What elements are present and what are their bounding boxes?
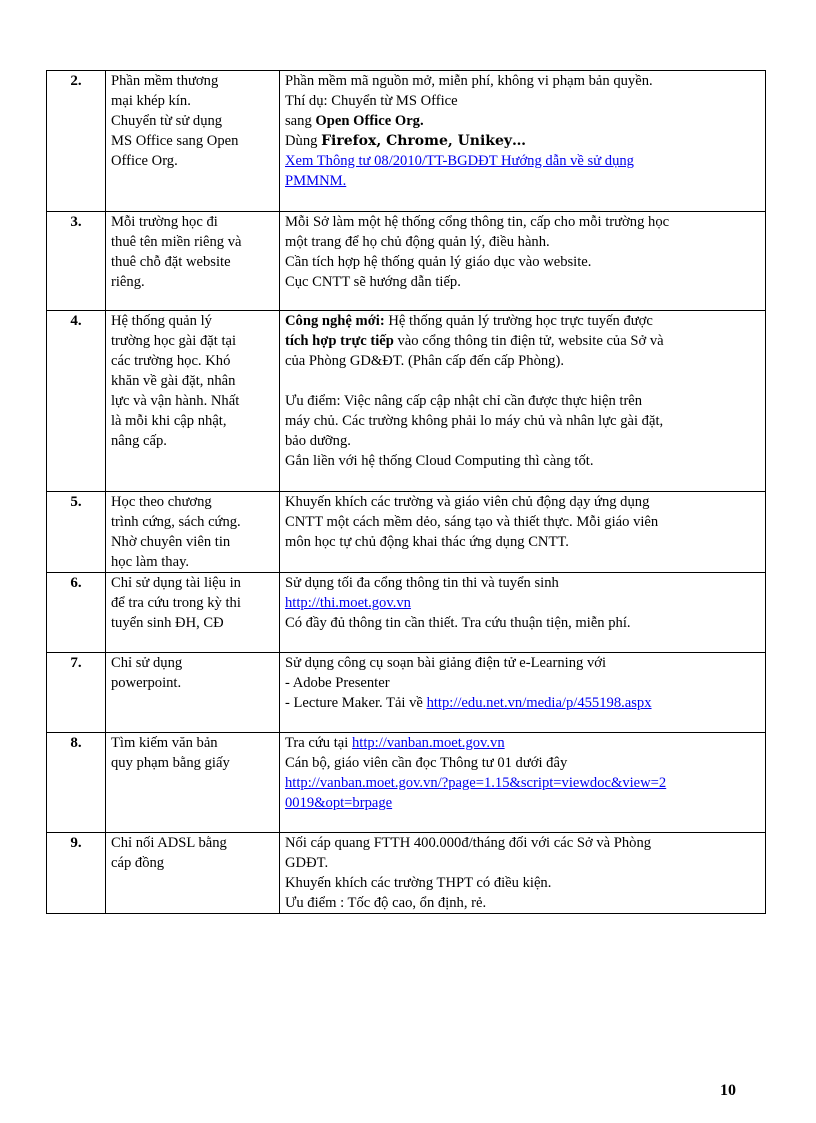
solution-line	[285, 111, 760, 131]
row-number: 2.	[47, 71, 106, 212]
table-row	[47, 733, 766, 833]
solution-line: một trang để họ chủ động quản lý, điều hành.	[285, 234, 550, 250]
solution-emphasis: Open Office Org.	[315, 113, 424, 129]
solution-line: Sử dụng công cụ soạn bài giảng điện tử e-Learning với	[285, 655, 607, 671]
solution-emphasis: tích hợp trực tiếp	[285, 333, 394, 349]
solution-cell	[280, 311, 766, 492]
solution-line: Có đầy đủ thông tin cần thiết. Tra cứu thuận tiện, miễn phí.	[285, 615, 631, 631]
solution-line: Gắn liền với hệ thống Cloud Computing thì càng tốt.	[285, 453, 594, 469]
solution-line: Cục CNTT sẽ hướng dẫn tiếp.	[285, 274, 461, 290]
issue-cell	[106, 833, 280, 914]
issue-cell	[106, 492, 280, 573]
solution-emphasis: Công nghệ mới:	[285, 313, 385, 329]
solution-text: sang	[285, 113, 316, 129]
issue-line: MS Office sang Open	[111, 133, 239, 149]
solution-line: của Phòng GD&ĐT. (Phân cấp đến cấp Phòng).	[285, 353, 564, 369]
table-row	[47, 653, 766, 733]
solution-line	[285, 693, 760, 713]
solutions-table	[46, 70, 766, 914]
issue-line: để tra cứu trong kỳ thi	[111, 595, 241, 611]
issue-cell	[106, 573, 280, 653]
table-row	[47, 573, 766, 653]
solution-line: máy chủ. Các trường không phải lo máy chủ và nhân lực gài đặt,	[285, 413, 664, 429]
solution-emphasis: Firefox, Chrome, Unikey…	[321, 133, 527, 149]
thi-moet-link[interactable]: http://thi.moet.gov.vn	[285, 595, 411, 611]
solution-line: Ưu điểm : Tốc độ cao, ổn định, rẻ.	[285, 895, 487, 911]
solution-cell	[280, 492, 766, 573]
row-number: 4.	[47, 311, 106, 492]
solution-line: Khuyến khích các trường THPT có điều kiện.	[285, 875, 552, 891]
issue-line: Tìm kiếm văn bản	[111, 735, 218, 751]
solution-text: Hệ thống quản lý trường học trực tuyến được	[384, 313, 653, 329]
issue-line: riêng.	[111, 274, 145, 290]
solution-line: Thí dụ: Chuyển từ MS Office	[285, 93, 458, 109]
solution-line: CNTT một cách mềm dẻo, sáng tạo và thiết thực. Mỗi giáo viên	[285, 514, 659, 530]
blank-line	[285, 371, 760, 391]
page-number: 10	[720, 1082, 736, 1099]
issue-line: cáp đồng	[111, 855, 165, 871]
issue-line: Hệ thống quản lý	[111, 313, 212, 329]
vanban-moet-link[interactable]: http://vanban.moet.gov.vn	[351, 735, 505, 751]
issue-line: lực và vận hành. Nhất	[111, 393, 240, 409]
row-number: 6.	[47, 573, 106, 653]
issue-line: học làm thay.	[111, 554, 190, 570]
solution-text: Tra cứu tại	[285, 735, 352, 751]
issue-line: là mỗi khi cập nhật,	[111, 413, 227, 429]
issue-line: Chuyển từ sử dụng	[111, 113, 223, 129]
solution-cell	[280, 653, 766, 733]
table-row	[47, 492, 766, 573]
row-number: 7.	[47, 653, 106, 733]
issue-line: thuê tên miền riêng và	[111, 234, 242, 250]
issue-line: Office Org.	[111, 153, 178, 169]
edu-net-link[interactable]: http://edu.net.vn/media/p/455198.aspx	[426, 695, 652, 711]
table-row	[47, 212, 766, 311]
issue-line: trình cứng, sách cứng.	[111, 514, 241, 530]
issue-line: powerpoint.	[111, 675, 182, 691]
issue-line: nâng cấp.	[111, 433, 167, 449]
issue-line: tuyển sinh ĐH, CĐ	[111, 615, 224, 631]
solution-line: - Adobe Presenter	[285, 675, 390, 691]
solution-line: Cần tích hợp hệ thống quản lý giáo dục vào website.	[285, 254, 592, 270]
row-number: 5.	[47, 492, 106, 573]
issue-line: Chỉ sử dụng	[111, 655, 183, 671]
solution-cell	[280, 833, 766, 914]
issue-line: các trường học. Khó	[111, 353, 231, 369]
solution-line	[285, 311, 760, 331]
issue-cell	[106, 311, 280, 492]
issue-line: trường học gài đặt tại	[111, 333, 237, 349]
row-number: 8.	[47, 733, 106, 833]
issue-line: Mỗi trường học đi	[111, 214, 218, 230]
circular-link-cont[interactable]: PMMNM.	[285, 173, 347, 189]
solution-line: Phần mềm mã nguồn mở, miễn phí, không vi phạm bản quyền.	[285, 73, 653, 89]
solution-line	[285, 131, 760, 151]
solution-cell	[280, 71, 766, 212]
issue-line: Nhờ chuyên viên tin	[111, 534, 231, 550]
solution-line	[285, 733, 760, 753]
solution-line: môn học tự chủ động khai thác ứng dụng CNTT.	[285, 534, 569, 550]
row-number: 3.	[47, 212, 106, 311]
issue-cell	[106, 733, 280, 833]
table-row	[47, 311, 766, 492]
issue-cell	[106, 71, 280, 212]
solution-text: Dùng	[285, 133, 322, 149]
table-row	[47, 71, 766, 212]
solution-cell	[280, 573, 766, 653]
solution-cell	[280, 733, 766, 833]
issue-line: Chỉ nối ADSL bằng	[111, 835, 227, 851]
solution-text: - Lecture Maker. Tải về	[285, 695, 427, 711]
solution-line: Mỗi Sở làm một hệ thống cổng thông tin, cấp cho mỗi trường học	[285, 214, 670, 230]
solution-line: Ưu điểm: Việc nâng cấp cập nhật chỉ cần được thực hiện trên	[285, 393, 643, 409]
solution-line: Nối cáp quang FTTH 400.000đ/tháng đối với các Sở và Phòng	[285, 835, 652, 851]
issue-cell	[106, 212, 280, 311]
solution-line: GDĐT.	[285, 855, 329, 871]
solution-text: vào cổng thông tin điện tử, website của Sở và	[393, 333, 664, 349]
solution-line: Sử dụng tối đa cổng thông tin thi và tuyển sinh	[285, 575, 559, 591]
solution-cell	[280, 212, 766, 311]
issue-line: thuê chỗ đặt website	[111, 254, 231, 270]
circular-link[interactable]: Xem Thông tư 08/2010/TT-BGDĐT Hướng dẫn về sử dụng	[285, 153, 634, 169]
issue-line: Phần mềm thương	[111, 73, 219, 89]
issue-cell	[106, 653, 280, 733]
row-number: 9.	[47, 833, 106, 914]
issue-line: mại khép kín.	[111, 93, 191, 109]
circular-01-link-cont[interactable]: 0019&opt=brpage	[285, 795, 393, 811]
solution-line: bảo dưỡng.	[285, 433, 351, 449]
solution-line: Cán bộ, giáo viên cần đọc Thông tư 01 dưới đây	[285, 755, 568, 771]
circular-01-link[interactable]: http://vanban.moet.gov.vn/?page=1.15&script=viewdoc&view=2	[285, 775, 667, 791]
issue-line: Chỉ sử dụng tài liệu in	[111, 575, 241, 591]
solution-line	[285, 331, 760, 351]
issue-line: Học theo chương	[111, 494, 212, 510]
solution-line: Khuyến khích các trường và giáo viên chủ động dạy ứng dụng	[285, 494, 650, 510]
table-row	[47, 833, 766, 914]
issue-line: quy phạm bằng giấy	[111, 755, 230, 771]
issue-line: khăn về gài đặt, nhân	[111, 373, 236, 389]
